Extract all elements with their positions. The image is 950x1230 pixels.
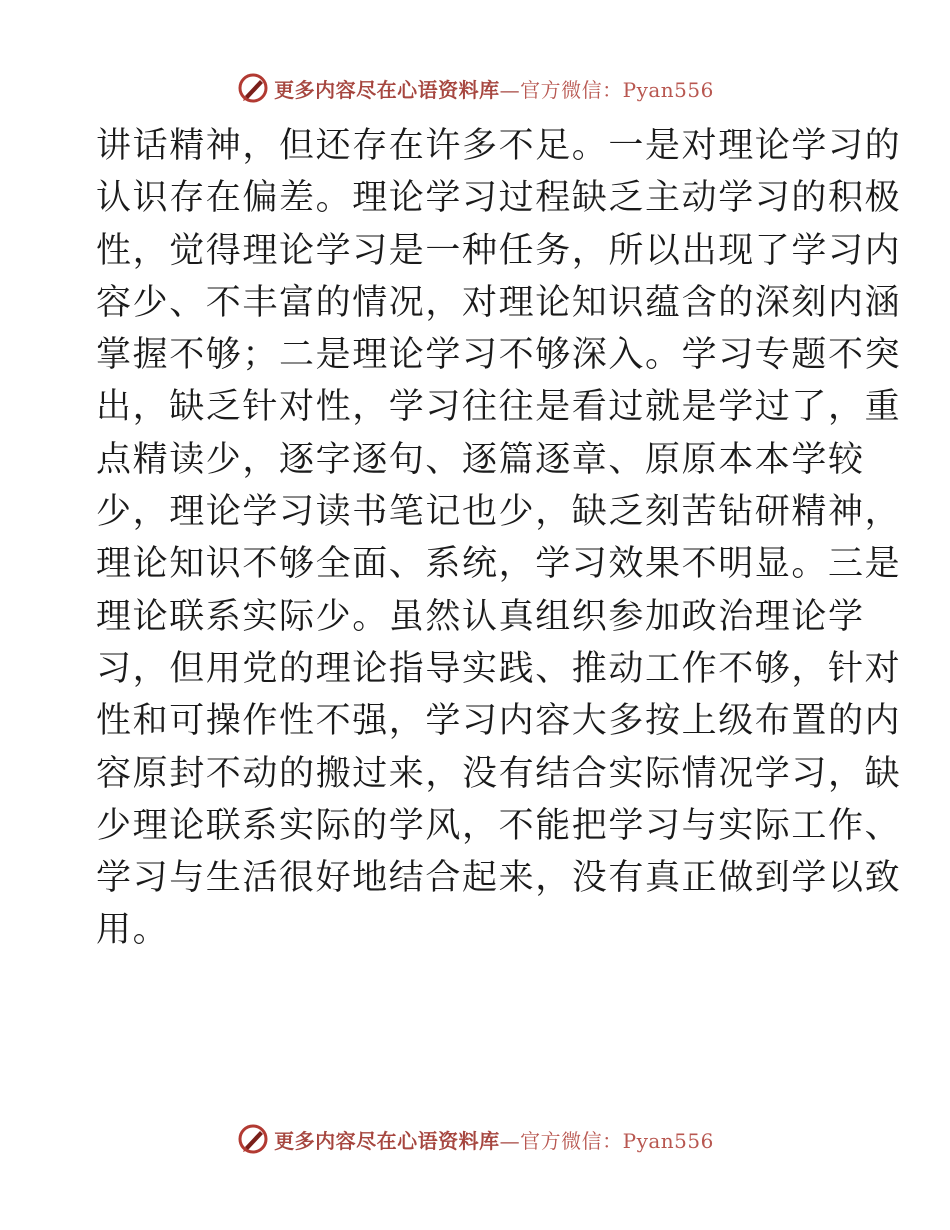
paragraph-line: 理论联系实际少。虽然认真组织参加政治理论学 [96,596,865,637]
footer-wechat-id: Pyan556 [622,1128,714,1153]
paragraph-line: 点精读少，逐字逐句、逐篇逐章、原原本本学较 [96,439,865,480]
paragraph-line: 容原封不动的搬过来，没有结合实际情况学习，缺 [96,753,902,794]
paragraph-line: 学习与生活很好地结合起来，没有真正做到学以致 [96,858,902,899]
footer-banner [0,1119,950,1159]
header-banner [0,68,950,108]
paragraph-line: 性，觉得理论学习是一种任务，所以出现了学习内 [96,230,902,271]
paragraph-line: 少理论联系实际的学风，不能把学习与实际工作、 [96,805,902,846]
paragraph-line: 理论知识不够全面、系统，学习效果不明显。三是 [96,544,902,585]
paragraph-line: 讲话精神，但还存在许多不足。一是对理论学习的 [96,126,902,166]
footer-dash: — [499,1128,521,1153]
paragraph-line: 容少、不丰富的情况，对理论知识蕴含的深刻内涵 [96,282,902,323]
footer-promo [274,1125,714,1154]
paragraph-line: 认识存在偏差。理论学习过程缺乏主动学习的积极 [96,178,902,219]
header-wechat-label: 官方微信： [520,77,623,102]
paragraph-line: 掌握不够；二是理论学习不够深入。学习专题不突 [96,335,902,376]
header-promo [274,74,714,103]
paragraph-line: 用。 [96,910,170,951]
header-promo-text: 更多内容尽在心语资料库 [274,77,500,102]
paragraph-line: 习，但用党的理论指导实践、推动工作不够，针对 [96,648,902,689]
footer-wechat-label: 官方微信： [520,1128,623,1153]
header-dash: — [499,77,521,102]
header-wechat-id: Pyan556 [622,77,714,102]
paragraph-line: 出，缺乏针对性，学习往往是看过就是学过了，重 [96,387,902,428]
footer-promo-text: 更多内容尽在心语资料库 [274,1128,500,1153]
document-body [96,120,902,957]
paragraph-line: 性和可操作性不强，学习内容大多按上级布置的内 [96,701,902,742]
paragraph-line: 少，理论学习读书笔记也少，缺乏刻苦钻研精神， [96,492,902,533]
pen-circle-logo-icon [236,1122,270,1156]
pen-circle-logo-icon [236,71,270,105]
